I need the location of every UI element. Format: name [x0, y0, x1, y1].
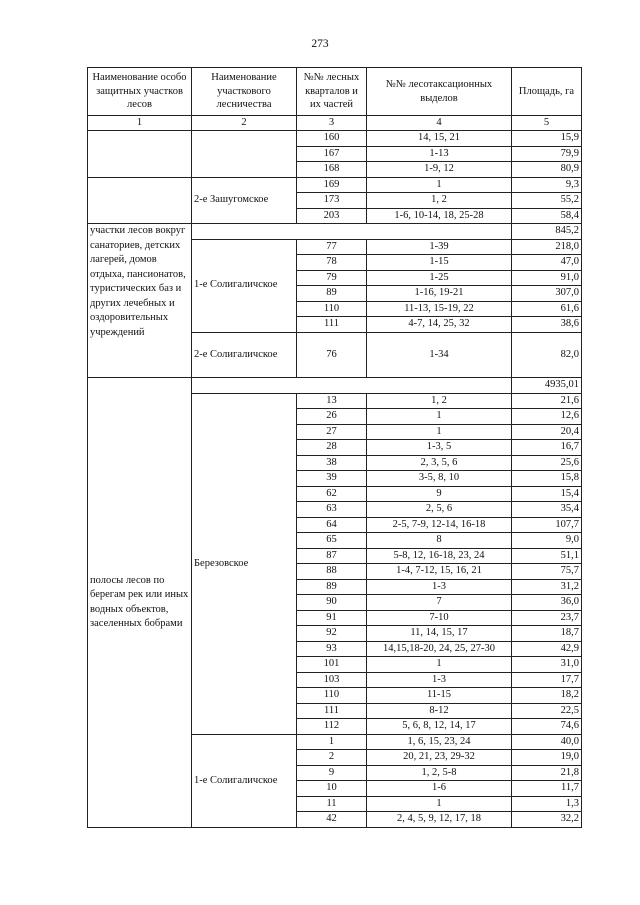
quarter-number-cell: 89 [297, 286, 367, 302]
forestry-name-cell: 1-е Солигаличское [192, 239, 297, 332]
area-cell: 32,2 [512, 812, 582, 828]
table-row [88, 177, 582, 193]
column-number-5: 5 [512, 116, 582, 131]
allotment-numbers-cell: 1 [367, 424, 512, 440]
allotment-numbers-cell: 11, 14, 15, 17 [367, 626, 512, 642]
total-area-cell: 845,2 [512, 224, 582, 240]
quarter-number-cell: 111 [297, 317, 367, 333]
area-cell: 82,0 [512, 332, 582, 378]
allotment-numbers-cell: 1-16, 19-21 [367, 286, 512, 302]
column-number-3: 3 [297, 116, 367, 131]
quarter-number-cell: 10 [297, 781, 367, 797]
area-cell: 1,3 [512, 796, 582, 812]
allotment-numbers-cell: 8-12 [367, 703, 512, 719]
quarter-number-cell: 28 [297, 440, 367, 456]
quarter-number-cell: 62 [297, 486, 367, 502]
area-cell: 40,0 [512, 734, 582, 750]
allotment-numbers-cell: 2, 4, 5, 9, 12, 17, 18 [367, 812, 512, 828]
forest-plots-table [87, 67, 582, 828]
allotment-numbers-cell: 3-5, 8, 10 [367, 471, 512, 487]
quarter-number-cell: 2 [297, 750, 367, 766]
allotment-numbers-cell: 1-6 [367, 781, 512, 797]
quarter-number-cell: 78 [297, 255, 367, 271]
area-cell: 218,0 [512, 239, 582, 255]
area-cell: 42,9 [512, 641, 582, 657]
area-cell: 35,4 [512, 502, 582, 518]
table-row [88, 224, 582, 240]
forestry-name-cell: 1-е Солигаличское [192, 734, 297, 827]
area-cell: 58,4 [512, 208, 582, 224]
allotment-numbers-cell: 20, 21, 23, 29-32 [367, 750, 512, 766]
allotment-numbers-cell: 2, 5, 6 [367, 502, 512, 518]
allotment-numbers-cell: 1 [367, 796, 512, 812]
quarter-number-cell: 26 [297, 409, 367, 425]
allotment-numbers-cell: 1-34 [367, 332, 512, 378]
area-cell: 31,0 [512, 657, 582, 673]
empty-name-cell [88, 131, 192, 178]
area-cell: 21,6 [512, 393, 582, 409]
quarter-number-cell: 42 [297, 812, 367, 828]
empty-forestry-cell [192, 131, 297, 178]
column-header-c4: №№ лесотаксационных выделов [367, 68, 512, 116]
column-header-c2: Наименование участкового лесничества [192, 68, 297, 116]
table-row [88, 131, 582, 147]
quarter-number-cell: 160 [297, 131, 367, 147]
area-cell: 23,7 [512, 610, 582, 626]
quarter-number-cell: 38 [297, 455, 367, 471]
column-header-c1: Наименование особо защитных участков лесов [88, 68, 192, 116]
quarter-number-cell: 168 [297, 162, 367, 178]
area-cell: 20,4 [512, 424, 582, 440]
quarter-number-cell: 173 [297, 193, 367, 209]
area-cell: 61,6 [512, 301, 582, 317]
quarter-number-cell: 110 [297, 301, 367, 317]
allotment-numbers-cell: 1, 2 [367, 393, 512, 409]
allotment-numbers-cell: 2, 3, 5, 6 [367, 455, 512, 471]
protected-area-name-cell: участки лесов вокруг санаториев, детских лагерей, домов отдыха, пансионатов, туристических баз и других лечебных и оздоровительных учреждений [88, 224, 192, 378]
quarter-number-cell: 110 [297, 688, 367, 704]
area-cell: 16,7 [512, 440, 582, 456]
allotment-numbers-cell: 1 [367, 657, 512, 673]
quarter-number-cell: 27 [297, 424, 367, 440]
column-header-c5: Площадь, га [512, 68, 582, 116]
allotment-numbers-cell: 1 [367, 409, 512, 425]
allotment-numbers-cell: 1-25 [367, 270, 512, 286]
empty-name-cell [88, 177, 192, 224]
forestry-name-cell: Березовское [192, 393, 297, 734]
table-row [88, 68, 582, 116]
area-cell: 15,8 [512, 471, 582, 487]
column-number-4: 4 [367, 116, 512, 131]
area-cell: 75,7 [512, 564, 582, 580]
allotment-numbers-cell: 4-7, 14, 25, 32 [367, 317, 512, 333]
allotment-numbers-cell: 7-10 [367, 610, 512, 626]
quarter-number-cell: 103 [297, 672, 367, 688]
quarter-number-cell: 203 [297, 208, 367, 224]
allotment-numbers-cell: 5, 6, 8, 12, 14, 17 [367, 719, 512, 735]
area-cell: 91,0 [512, 270, 582, 286]
column-header-c3: №№ лесных кварталов и их частей [297, 68, 367, 116]
quarter-number-cell: 79 [297, 270, 367, 286]
empty-total-span [192, 224, 512, 240]
empty-total-span [192, 378, 512, 394]
allotment-numbers-cell: 1-15 [367, 255, 512, 271]
quarter-number-cell: 167 [297, 146, 367, 162]
allotment-numbers-cell: 1, 2, 5-8 [367, 765, 512, 781]
area-cell: 18,7 [512, 626, 582, 642]
quarter-number-cell: 169 [297, 177, 367, 193]
area-cell: 307,0 [512, 286, 582, 302]
allotment-numbers-cell: 8 [367, 533, 512, 549]
area-cell: 22,5 [512, 703, 582, 719]
area-cell: 47,0 [512, 255, 582, 271]
allotment-numbers-cell: 1-3 [367, 672, 512, 688]
area-cell: 11,7 [512, 781, 582, 797]
quarter-number-cell: 101 [297, 657, 367, 673]
allotment-numbers-cell: 1-6, 10-14, 18, 25-28 [367, 208, 512, 224]
allotment-numbers-cell: 7 [367, 595, 512, 611]
quarter-number-cell: 92 [297, 626, 367, 642]
quarter-number-cell: 87 [297, 548, 367, 564]
quarter-number-cell: 76 [297, 332, 367, 378]
allotment-numbers-cell: 1-9, 12 [367, 162, 512, 178]
quarter-number-cell: 65 [297, 533, 367, 549]
allotment-numbers-cell: 1, 2 [367, 193, 512, 209]
area-cell: 31,2 [512, 579, 582, 595]
allotment-numbers-cell: 2-5, 7-9, 12-14, 16-18 [367, 517, 512, 533]
column-number-1: 1 [88, 116, 192, 131]
area-cell: 36,0 [512, 595, 582, 611]
protected-area-name-cell: полосы лесов по берегам рек или иных водных объектов, заселенных бобрами [88, 378, 192, 828]
area-cell: 9,3 [512, 177, 582, 193]
quarter-number-cell: 112 [297, 719, 367, 735]
area-cell: 51,1 [512, 548, 582, 564]
quarter-number-cell: 111 [297, 703, 367, 719]
area-cell: 9,0 [512, 533, 582, 549]
area-cell: 15,9 [512, 131, 582, 147]
allotment-numbers-cell: 1-4, 7-12, 15, 16, 21 [367, 564, 512, 580]
area-cell: 80,9 [512, 162, 582, 178]
quarter-number-cell: 63 [297, 502, 367, 518]
area-cell: 79,9 [512, 146, 582, 162]
allotment-numbers-cell: 9 [367, 486, 512, 502]
allotment-numbers-cell: 1-3, 5 [367, 440, 512, 456]
table-row [88, 116, 582, 131]
quarter-number-cell: 91 [297, 610, 367, 626]
quarter-number-cell: 90 [297, 595, 367, 611]
quarter-number-cell: 64 [297, 517, 367, 533]
quarter-number-cell: 11 [297, 796, 367, 812]
quarter-number-cell: 93 [297, 641, 367, 657]
area-cell: 19,0 [512, 750, 582, 766]
allotment-numbers-cell: 5-8, 12, 16-18, 23, 24 [367, 548, 512, 564]
total-area-cell: 4935,01 [512, 378, 582, 394]
allotment-numbers-cell: 11-15 [367, 688, 512, 704]
allotment-numbers-cell: 1 [367, 177, 512, 193]
quarter-number-cell: 13 [297, 393, 367, 409]
table-row [88, 378, 582, 394]
area-cell: 55,2 [512, 193, 582, 209]
area-cell: 15,4 [512, 486, 582, 502]
allotment-numbers-cell: 11-13, 15-19, 22 [367, 301, 512, 317]
allotment-numbers-cell: 1-13 [367, 146, 512, 162]
allotment-numbers-cell: 14,15,18-20, 24, 25, 27-30 [367, 641, 512, 657]
quarter-number-cell: 39 [297, 471, 367, 487]
allotment-numbers-cell: 1, 6, 15, 23, 24 [367, 734, 512, 750]
quarter-number-cell: 9 [297, 765, 367, 781]
page-number: 273 [311, 38, 329, 50]
quarter-number-cell: 77 [297, 239, 367, 255]
allotment-numbers-cell: 1-3 [367, 579, 512, 595]
area-cell: 107,7 [512, 517, 582, 533]
forestry-name-cell: 2-е Солигаличское [192, 332, 297, 378]
column-number-2: 2 [192, 116, 297, 131]
area-cell: 74,6 [512, 719, 582, 735]
quarter-number-cell: 89 [297, 579, 367, 595]
area-cell: 18,2 [512, 688, 582, 704]
quarter-number-cell: 1 [297, 734, 367, 750]
area-cell: 17,7 [512, 672, 582, 688]
allotment-numbers-cell: 1-39 [367, 239, 512, 255]
area-cell: 21,8 [512, 765, 582, 781]
quarter-number-cell: 88 [297, 564, 367, 580]
allotment-numbers-cell: 14, 15, 21 [367, 131, 512, 147]
area-cell: 12,6 [512, 409, 582, 425]
area-cell: 25,6 [512, 455, 582, 471]
forestry-name-cell: 2-е Зашугомское [192, 177, 297, 224]
area-cell: 38,6 [512, 317, 582, 333]
